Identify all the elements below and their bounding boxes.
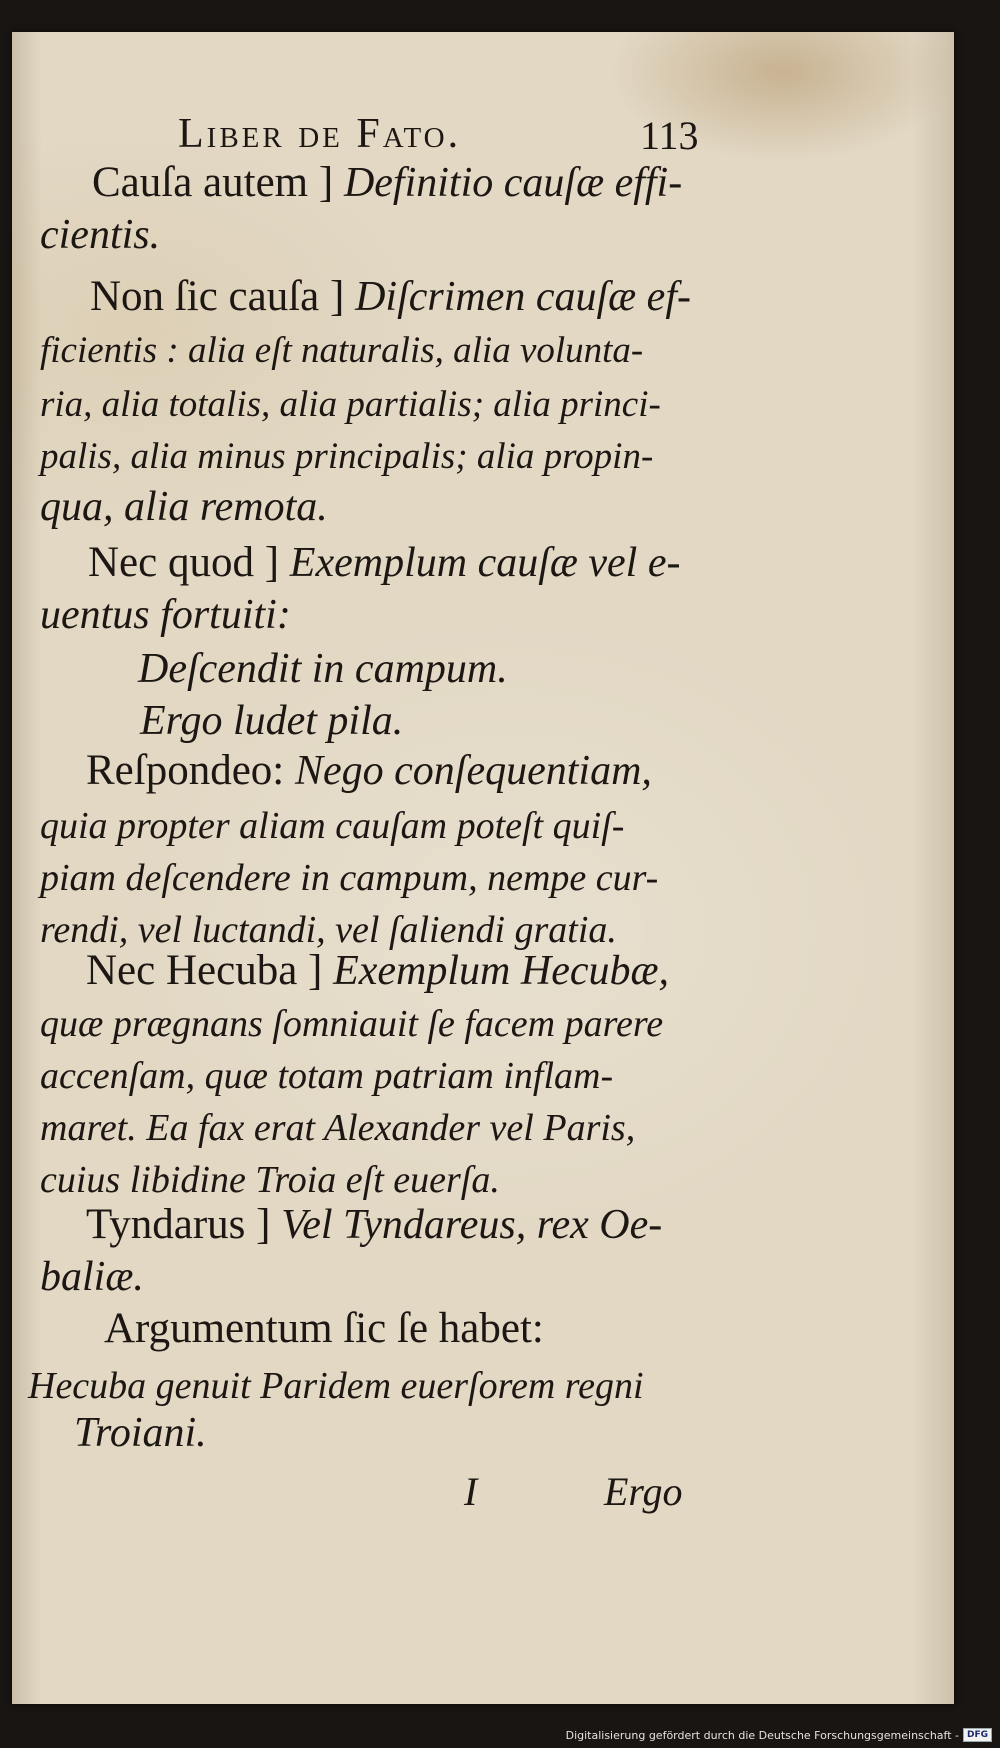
gloss: palis, alia minus principalis; alia propin- bbox=[40, 436, 654, 477]
lemma: Non ſic cauſa ] bbox=[90, 273, 356, 320]
gloss: Definitio cauſæ effi- bbox=[343, 160, 683, 206]
gloss: Exemplum Hecubæ, bbox=[333, 948, 670, 994]
gloss: Nego conſequentiam, bbox=[295, 748, 652, 794]
text-line bbox=[40, 378, 661, 427]
text-line bbox=[40, 800, 624, 849]
text-line bbox=[140, 696, 403, 745]
text-line bbox=[40, 1252, 144, 1301]
text-line bbox=[40, 998, 663, 1047]
text-line bbox=[40, 1050, 613, 1099]
gloss: ficientis : alia eſt naturalis, alia volunta- bbox=[40, 330, 644, 371]
gloss: Deſcendit in campum. bbox=[138, 646, 508, 692]
text-line bbox=[86, 946, 669, 995]
catchword: Ergo bbox=[604, 1469, 683, 1514]
gloss: Troiani. bbox=[74, 1410, 207, 1456]
text-line bbox=[86, 746, 652, 795]
gloss: Vel Tyndareus, rex Oe- bbox=[281, 1202, 663, 1248]
text-line bbox=[88, 538, 680, 587]
gloss: cuius libidine Troia eſt euerſa. bbox=[40, 1159, 500, 1201]
text-line bbox=[40, 590, 291, 639]
running-title: Liber de Fato. bbox=[178, 111, 462, 157]
gloss: ria, alia totalis, alia partialis; alia princi- bbox=[40, 384, 661, 425]
gloss: accenſam, quæ totam patriam inflam- bbox=[40, 1055, 614, 1097]
text-line bbox=[28, 1360, 644, 1409]
credit-text: Digitalisierung gefördert durch die Deutsche Forschungsgemeinschaft - bbox=[565, 1728, 959, 1742]
text-line bbox=[40, 430, 653, 479]
text-line bbox=[138, 644, 508, 693]
gloss: maret. Ea fax erat Alexander vel Paris, bbox=[40, 1107, 636, 1149]
gloss: rendi, vel luctandi, vel ſaliendi gratia. bbox=[40, 909, 617, 951]
digitization-credit bbox=[566, 1728, 992, 1742]
text-line bbox=[40, 210, 160, 259]
text-line bbox=[92, 158, 682, 207]
gloss: Exemplum cauſæ vel e- bbox=[289, 540, 681, 586]
text-line bbox=[40, 324, 643, 373]
gloss: qua, alia remota. bbox=[40, 484, 328, 530]
text-line bbox=[40, 482, 328, 531]
lemma: Cauſa autem ] bbox=[92, 159, 344, 206]
text-line bbox=[90, 272, 691, 321]
lemma: Nec Hecuba ] bbox=[86, 947, 334, 994]
lemma: Reſpondeo: bbox=[86, 747, 295, 794]
gloss: Hecuba genuit Paridem euerſorem regni bbox=[28, 1365, 644, 1407]
page-number: 113 bbox=[640, 113, 699, 158]
text-line bbox=[40, 1154, 500, 1203]
dfg-logo: DFG bbox=[963, 1728, 992, 1742]
lemma: Nec quod ] bbox=[88, 539, 290, 586]
gloss: uentus fortuiti: bbox=[40, 592, 291, 638]
text-line bbox=[40, 852, 658, 901]
gloss: baliæ. bbox=[40, 1254, 144, 1300]
gloss: piam deſcendere in campum, nempe cur- bbox=[40, 857, 659, 899]
lemma: Argumentum ſic ſe habet: bbox=[104, 1305, 544, 1352]
gloss: quæ prægnans ſomniauit ſe facem parere bbox=[40, 1003, 664, 1045]
signature-mark: I bbox=[464, 1469, 478, 1514]
text-line bbox=[86, 1200, 662, 1249]
lemma: Tyndarus ] bbox=[86, 1201, 282, 1248]
gloss: quia propter aliam cauſam poteſt quiſ- bbox=[40, 805, 625, 847]
gloss: Diſcrimen cauſæ ef- bbox=[355, 274, 691, 320]
text-line bbox=[74, 1408, 207, 1457]
text-line bbox=[104, 1304, 544, 1353]
gloss: cientis. bbox=[40, 212, 161, 258]
text-line bbox=[40, 1102, 635, 1151]
gloss: Ergo ludet pila. bbox=[140, 698, 404, 744]
